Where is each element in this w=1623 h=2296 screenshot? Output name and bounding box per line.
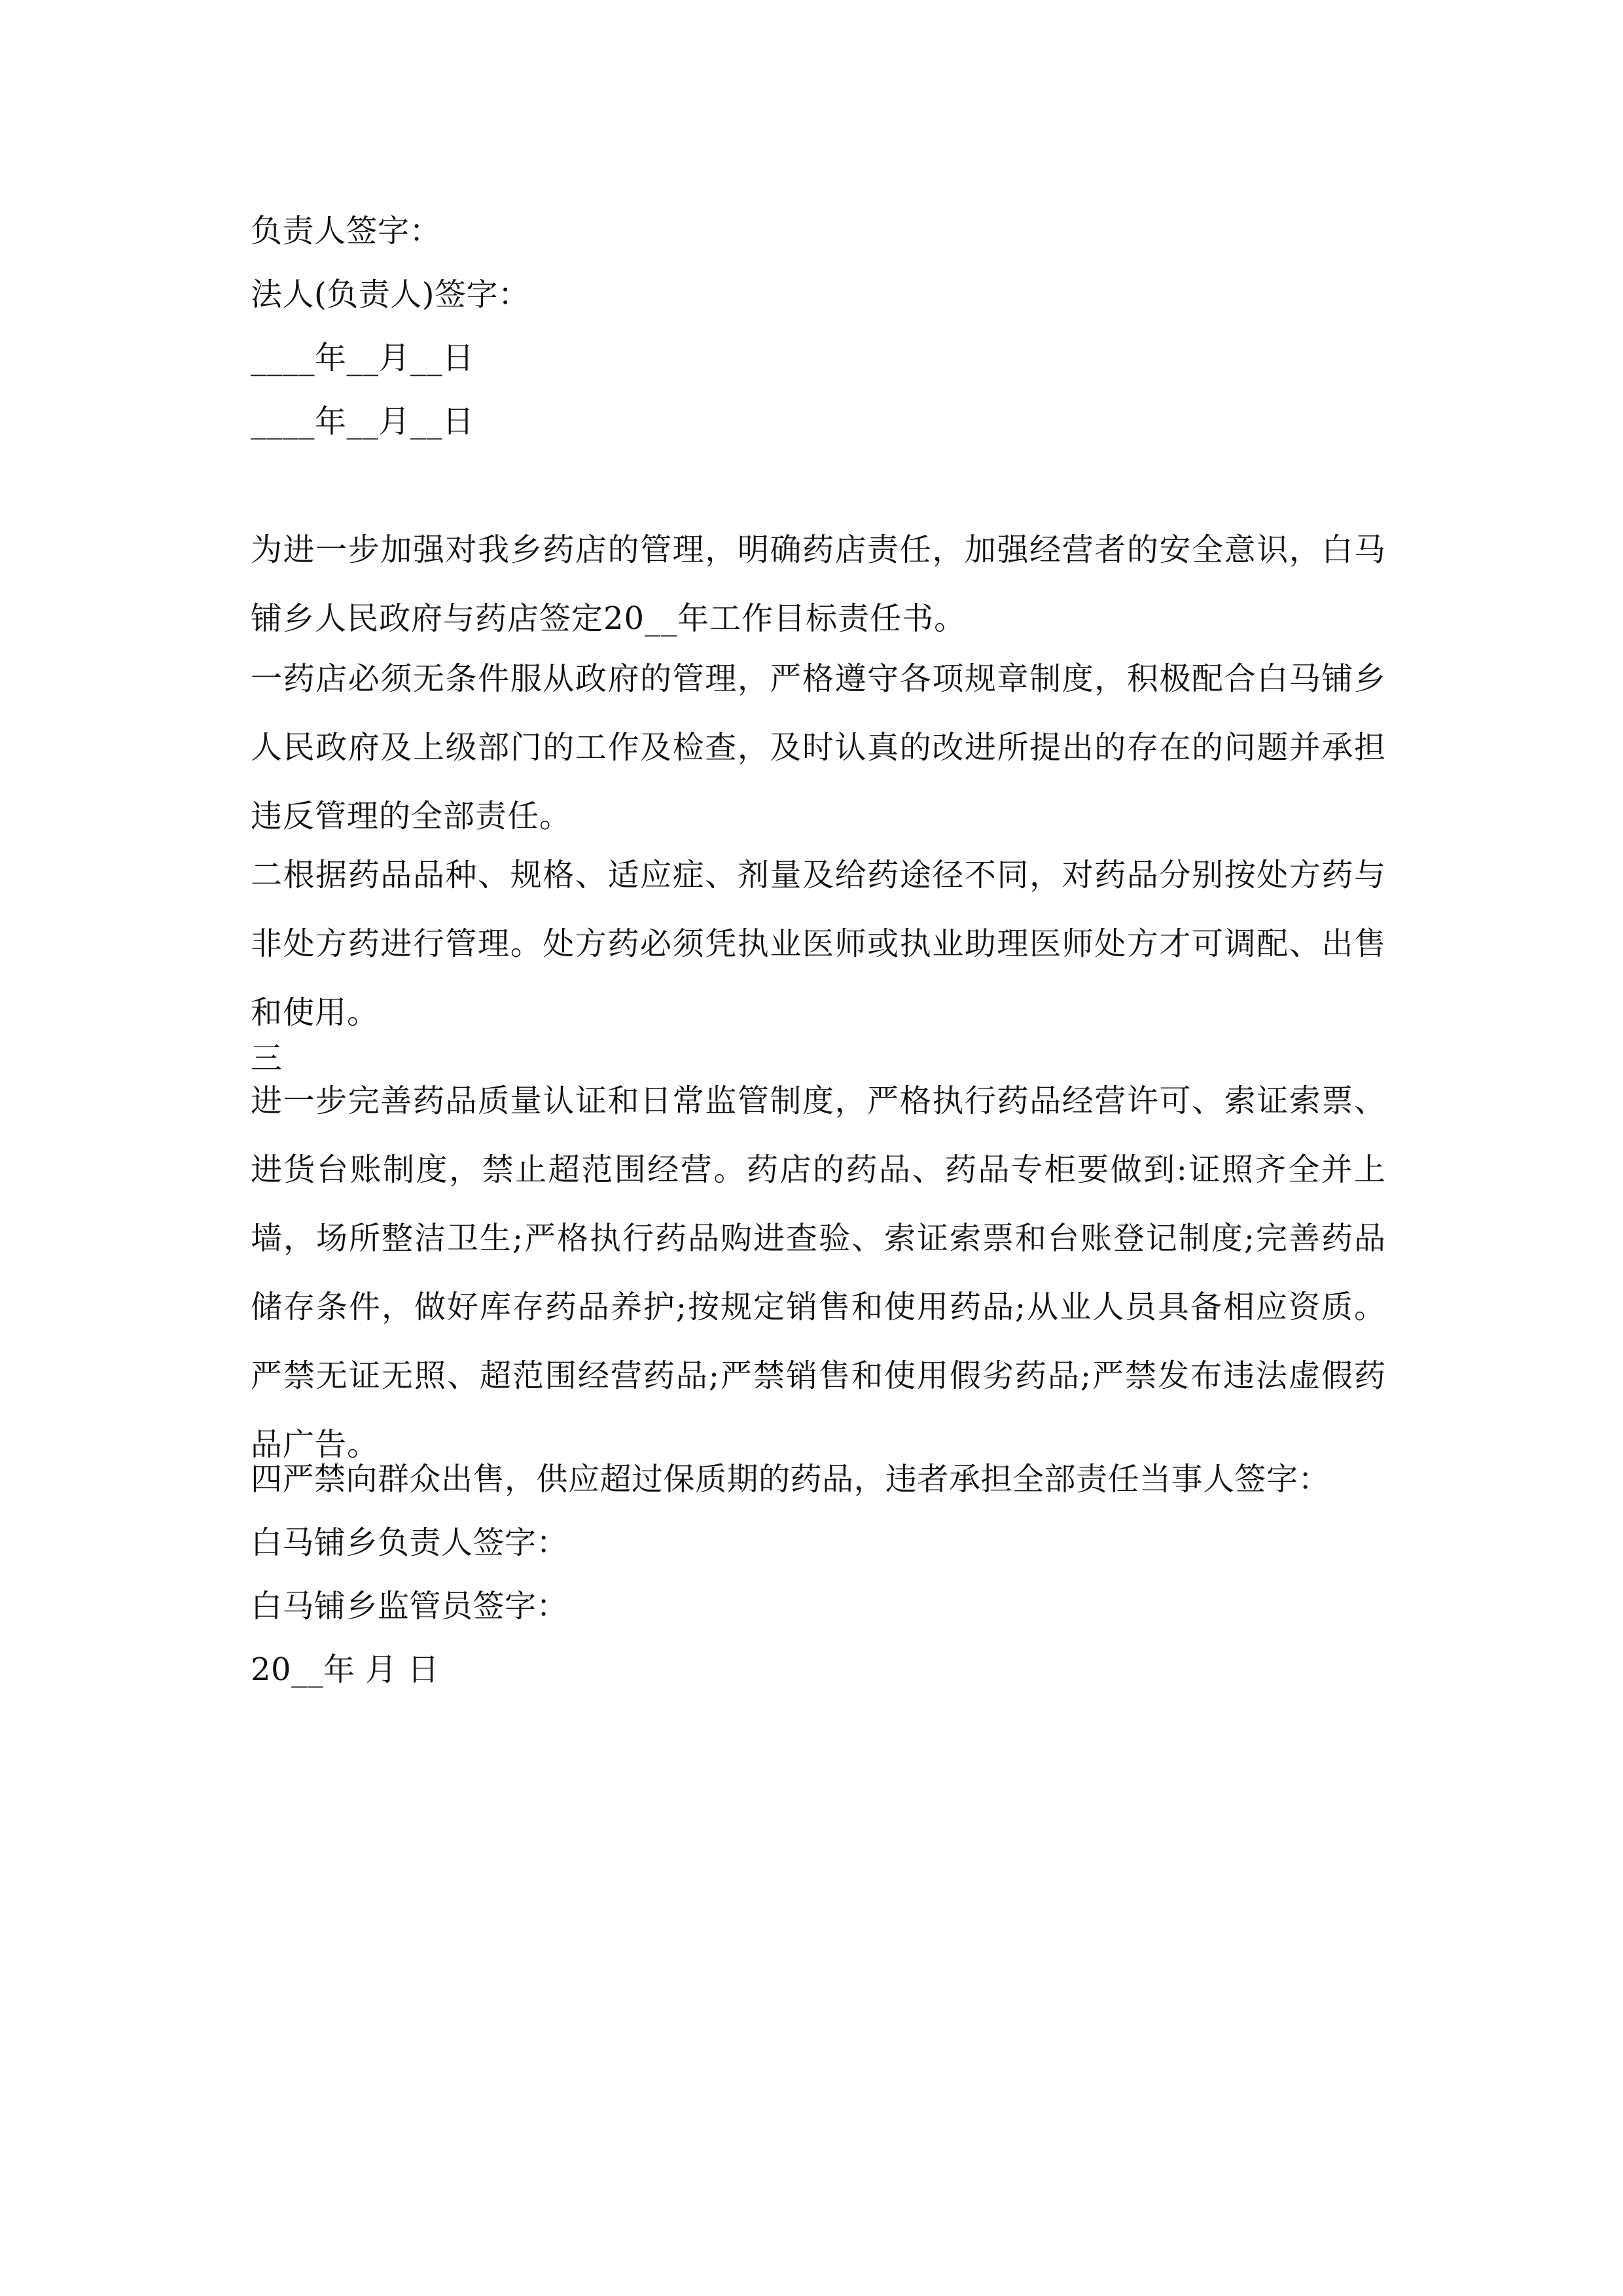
supervisor-signature-label: 白马铺乡监管员签字：: [251, 1588, 569, 1624]
date-line-1: ____年__月__日: [251, 340, 474, 376]
legal-person-signature-label: 法人(负责人)签字：: [251, 276, 530, 313]
clause-4-paragraph: 四严禁向群众出售，供应超过保质期的药品，违者承担全部责任当事人签字：: [251, 1461, 1330, 1498]
date-line-2: ____年__月__日: [251, 403, 474, 440]
intro-paragraph: 为进一步加强对我乡药店的管理，明确药店责任，加强经营者的安全意识，白马铺乡人民政府与药店签定20__年工作目标责任书。: [251, 531, 1386, 637]
clause-1-paragraph: 一药店必须无条件服从政府的管理，严格遵守各项规章制度，积极配合白马铺乡人民政府及上级部门的工作及检查，及时认真的改进所提出的存在的问题并承担违反管理的全部责任。: [251, 660, 1386, 834]
person-in-charge-signature-label: 负责人签字：: [251, 213, 442, 249]
clause-3-paragraph: 进一步完善药品质量认证和日常监管制度，严格执行药品经营许可、索证索票、进货台账制度，禁止超范围经营。药店的药品、药品专柜要做到:证照齐全并上墙，场所整洁卫生;严格执行药品购进查验、索证索票和台账登记制度;完善药品储存条件，做好库存药品养护;按规定销售和使用药品;从业人员具备相应资质。严禁无证无照、超范围经营药品;严禁销售和使用假劣药品;严禁发布违法虚假药品广告。: [251, 1083, 1386, 1463]
bottom-date-line: 20__年 月 日: [251, 1651, 440, 1688]
township-head-signature-label: 白马铺乡负责人签字：: [251, 1524, 569, 1561]
clause-2-paragraph: 二根据药品品种、规格、适应症、剂量及给药途径不同，对药品分别按处方药与非处方药进行管理。处方药必须凭执业医师或执业助理医师处方才可调配、出售和使用。: [251, 857, 1386, 1031]
clause-3-number: 三: [251, 1040, 283, 1077]
